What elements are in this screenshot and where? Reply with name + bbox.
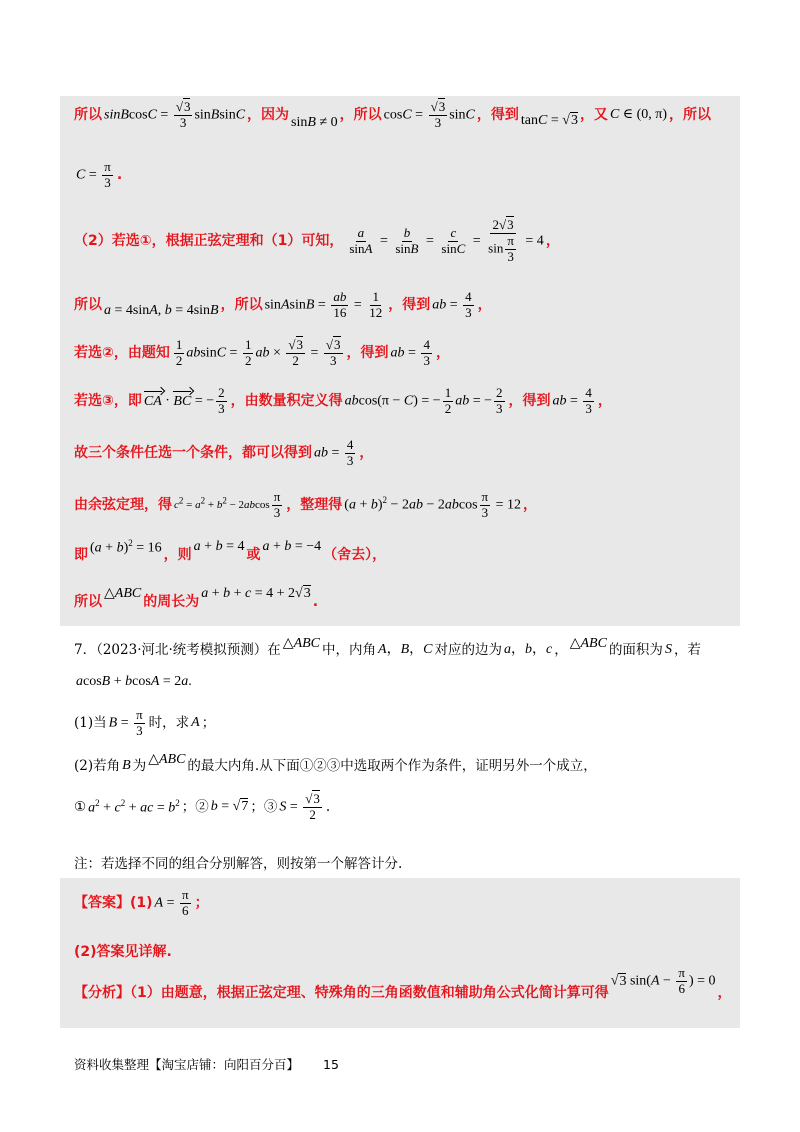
- math-expr: ab = $\frac{4}{3}$: [390, 337, 430, 368]
- page-number: 15: [323, 1057, 339, 1072]
- math-expr: cosC = $\frac{√3}{3}$ sinC: [383, 99, 475, 130]
- math-expr: sinB ≠ 0: [291, 115, 338, 131]
- problem-line-4: (2)若角 B 为 △ABC 的最大内角.从下面①②③中选取两个作为条件，证明另外一个成立，: [74, 752, 597, 775]
- solution-line-8: 由余弦定理，得 $c^2 = a^2 + b^2 - 2abcos$ $\frac{\pi}{3}$ ，整理得 $(a + b)^2 - 2ab - 2abcos$ $\frac{\pi}{3}$ = 12 ，: [74, 489, 538, 520]
- answer-line-1: 【答案】(1) A = $\frac{\pi}{6}$ ；: [74, 887, 209, 918]
- math-expr: $(a + b)^2 - 2ab - 2abcos$ $\frac{\pi}{3}$ = 12: [344, 489, 522, 520]
- math-expr: acosB + bcosA = 2a.: [76, 674, 192, 689]
- math-expr: $(a + b)^2 = 16$: [90, 538, 162, 556]
- problem-line-2: [74, 674, 194, 691]
- math-expr: sinBcosC = $\frac{√3}{3}$ sinBsinC: [104, 99, 246, 130]
- math-expr: A: [191, 715, 200, 731]
- solution-line-5: 若选②，由题知 $\frac{1}{2}$ absinC = $\frac{1}{2}$ ab × $\frac{√3}{2}$ = $\frac{√3}{3}$ ，得到 ab = $\frac{4}{3}$ ，: [74, 337, 450, 368]
- math-expr: ab = $\frac{4}{3}$: [432, 289, 472, 320]
- math-expr: a + b + c = 4 + 2√3: [201, 586, 311, 601]
- solution-line-3: （2）若选①，根据正弦定理和（1）可知， $\frac{a}{\sin A}$ = $\frac{b}{\sin B}$ = $\frac{c}{\sin C}$ = 2√3 sin $\frac{\pi}{3}$ = 4 ，: [74, 217, 560, 264]
- math-expr: $\frac{a}{\sin A}$ = $\frac{b}{\sin B}$ = $\frac{c}{\sin C}$ = 2√3 sin $\frac{\pi}{3}$ = 4: [349, 217, 544, 264]
- math-expr: √3 sin(A − $\frac{\pi}{6}$ ) = 0: [610, 965, 716, 996]
- answer-line-2: (2)答案见详解.: [74, 944, 172, 960]
- math-expr: $a^2 + c^2$ + ac = $b^2$: [88, 797, 180, 816]
- math-expr: a = 4sinA, b = 4sinB: [104, 303, 219, 319]
- solution-line-4: 所以 a = 4sinA, b = 4sinB ，所以 sinAsinB = $\frac{ab}{16}$ = $\frac{1}{12}$ ，得到 ab = $\frac{4}{3}$ ，: [74, 289, 492, 320]
- math-expr: a + b = −4: [262, 539, 322, 555]
- solution-line-7: 故三个条件任选一个条件，都可以得到 ab = $\frac{4}{3}$ ，: [74, 437, 374, 468]
- math-expr: $\frac{1}{2}$ absinC = $\frac{1}{2}$ ab × $\frac{√3}{2}$ = $\frac{√3}{3}$: [175, 337, 341, 368]
- solution-line-6: 若选③，即 CA · BC = − $\frac{2}{3}$ ，由数量积定义得 abcos(π − C) = − $\frac{1}{2}$ ab = − $\frac{2}{3}$ ，得到 ab = $\frac{4}{3}$ ，: [74, 385, 612, 416]
- math-expr: C = $\frac{\pi}{3}$: [76, 159, 111, 190]
- math-expr: $c^2 = a^2 + b^2 - 2abcos$ $\frac{\pi}{3}$: [174, 489, 281, 520]
- math-expr: S = $\frac{√3}{2}$: [279, 791, 320, 822]
- math-expr: CA · BC = − $\frac{2}{3}$: [143, 385, 225, 416]
- page-footer: [74, 1055, 339, 1073]
- solution-line-9: 即 $(a + b)^2 = 16$ ，则 a + b = 4 或 a + b = −4 （舍去），: [74, 538, 387, 564]
- problem-line-5: ① $a^2 + c^2$ + ac = $b^2$ ；② b = √7 ；③ S = $\frac{√3}{2}$ .: [74, 791, 331, 822]
- math-expr: △ABC: [569, 636, 607, 651]
- math-expr: abcos(π − C) = − $\frac{1}{2}$ ab = − $\frac{2}{3}$: [344, 385, 503, 416]
- footer-text: 资料收集整理【淘宝店铺：向阳百分百】: [74, 1057, 300, 1072]
- math-expr: a，b，c: [503, 642, 553, 657]
- math-expr: ab = $\frac{4}{3}$: [552, 385, 592, 416]
- math-expr: a + b = 4: [193, 539, 245, 555]
- math-expr: C ∈ (0, π): [609, 107, 668, 123]
- problem-line-1: 7．（2023·河北·统考模拟预测）在 △ABC 中，内角 A，B，C 对应的边为 a，b，c ， △ABC 的面积为 S ，若: [74, 636, 701, 659]
- math-expr: tanC = √3: [520, 113, 578, 129]
- math-expr: △ABC: [104, 586, 142, 601]
- math-expr: A，B，C: [378, 642, 433, 657]
- math-expr: △ABC: [282, 636, 321, 651]
- math-expr: A = $\frac{\pi}{6}$: [154, 887, 189, 918]
- problem-note: 注：若选择不同的组合分别解答，则按第一个解答计分.: [74, 856, 403, 872]
- math-expr: B = $\frac{\pi}{3}$: [108, 707, 143, 738]
- math-expr: ab = $\frac{4}{3}$: [314, 437, 354, 468]
- solution-line-1: 所以 sinBcosC = $\frac{√3}{3}$ sinBsinC ，因为 sinB ≠ 0 ，所以 cosC = $\frac{√3}{3}$ sinC ，得到 tanC = √3 ，又 C ∈ (0, π) ，所以: [74, 99, 712, 131]
- solution-line-10: 所以 △ABC 的周长为 a + b + c = 4 + 2√3 .: [74, 586, 319, 610]
- problem-line-3: (1)当 B = $\frac{\pi}{3}$ 时，求 A ；: [74, 707, 216, 738]
- solution-line-2: C = $\frac{\pi}{3}$ .: [76, 159, 123, 190]
- math-expr: sinAsinB = $\frac{ab}{16}$ = $\frac{1}{12}$: [264, 289, 383, 320]
- answer-line-3: 【分析】（1）由题意，根据正弦定理、特殊角的三角函数值和辅助角公式化简计算可得 √3 sin(A − $\frac{\pi}{6}$ ) = 0 ，: [74, 965, 732, 1002]
- math-expr: △ABC: [148, 752, 186, 767]
- math-expr: B: [122, 758, 131, 773]
- math-expr: S: [664, 642, 672, 657]
- math-expr: b = √7: [210, 799, 249, 815]
